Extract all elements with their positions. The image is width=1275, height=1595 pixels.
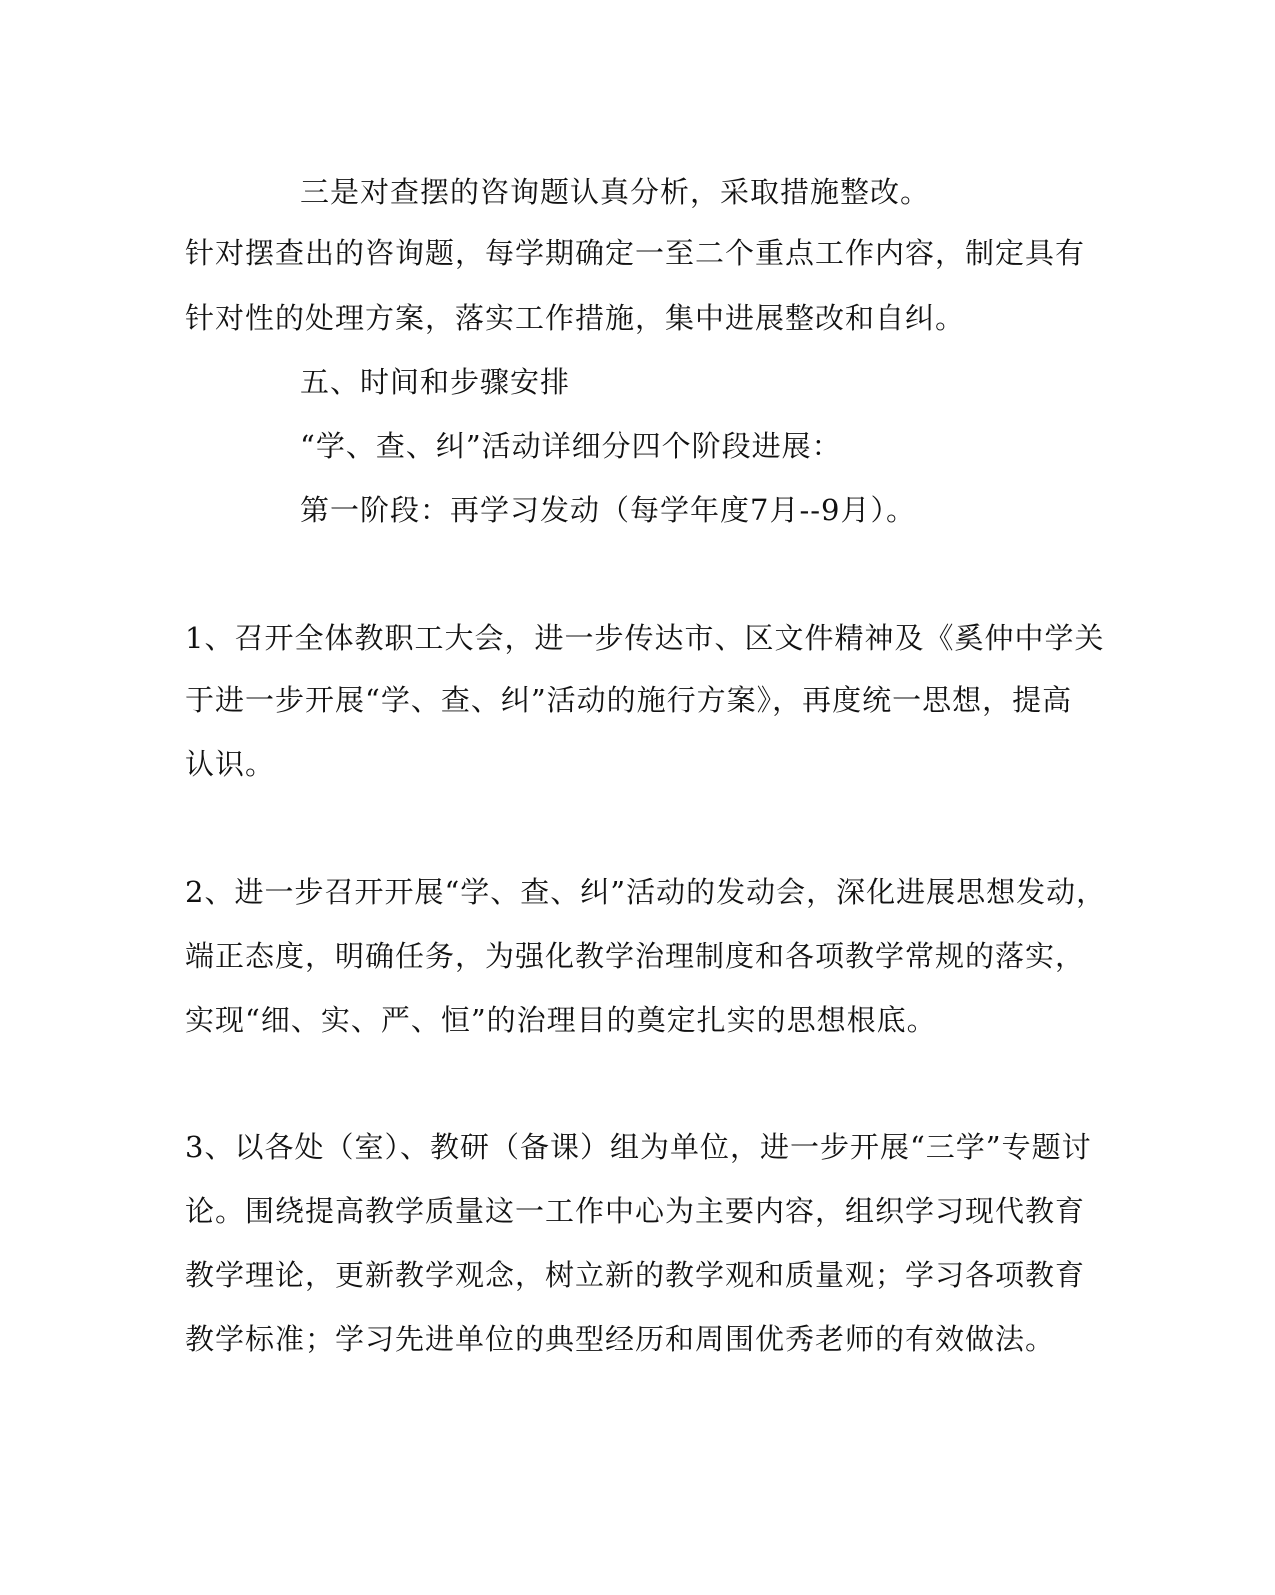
paragraph-line: 针对摆查出的咨询题，每学期确定一至二个重点工作内容，制定具有 (185, 236, 1086, 270)
list-item-3-line: 教学标准；学习先进单位的典型经历和周围优秀老师的有效做法。 (185, 1322, 1056, 1356)
list-item-3-line: 3、以各处（室）、教研（备课）组为单位，进一步开展“三学”专题讨 (185, 1130, 1092, 1164)
list-item-2-line: 端正态度，明确任务，为强化教学治理制度和各项教学常规的落实， (185, 939, 1086, 973)
list-item-2-line: 实现“细、实、严、恒”的治理目的奠定扎实的思想根底。 (185, 1003, 937, 1037)
list-item-1-line: 1、召开全体教职工大会，进一步传达市、区文件精神及《奚仲中学关 (185, 621, 1105, 655)
section-heading: 五、时间和步骤安排 (300, 365, 571, 399)
paragraph-line: “学、查、纠”活动详细分四个阶段进展： (300, 429, 842, 463)
stage-heading: 第一阶段：再学习发动（每学年度7月--9月）。 (300, 493, 916, 527)
list-item-3-line: 教学理论，更新教学观念，树立新的教学观和质量观；学习各项教育 (185, 1258, 1086, 1292)
list-item-3-line: 论。围绕提高教学质量这一工作中心为主要内容，组织学习现代教育 (185, 1194, 1086, 1228)
paragraph-line: 三是对查摆的咨询题认真分析，采取措施整改。 (300, 175, 931, 209)
list-item-1-line: 于进一步开展“学、查、纠”活动的施行方案》，再度统一思想，提高 (185, 683, 1073, 717)
list-item-1-line: 认识。 (185, 747, 276, 781)
list-item-2-line: 2、进一步召开开展“学、查、纠”活动的发动会，深化进展思想发动， (185, 875, 1107, 909)
paragraph-line: 针对性的处理方案，落实工作措施，集中进展整改和自纠。 (185, 301, 966, 335)
